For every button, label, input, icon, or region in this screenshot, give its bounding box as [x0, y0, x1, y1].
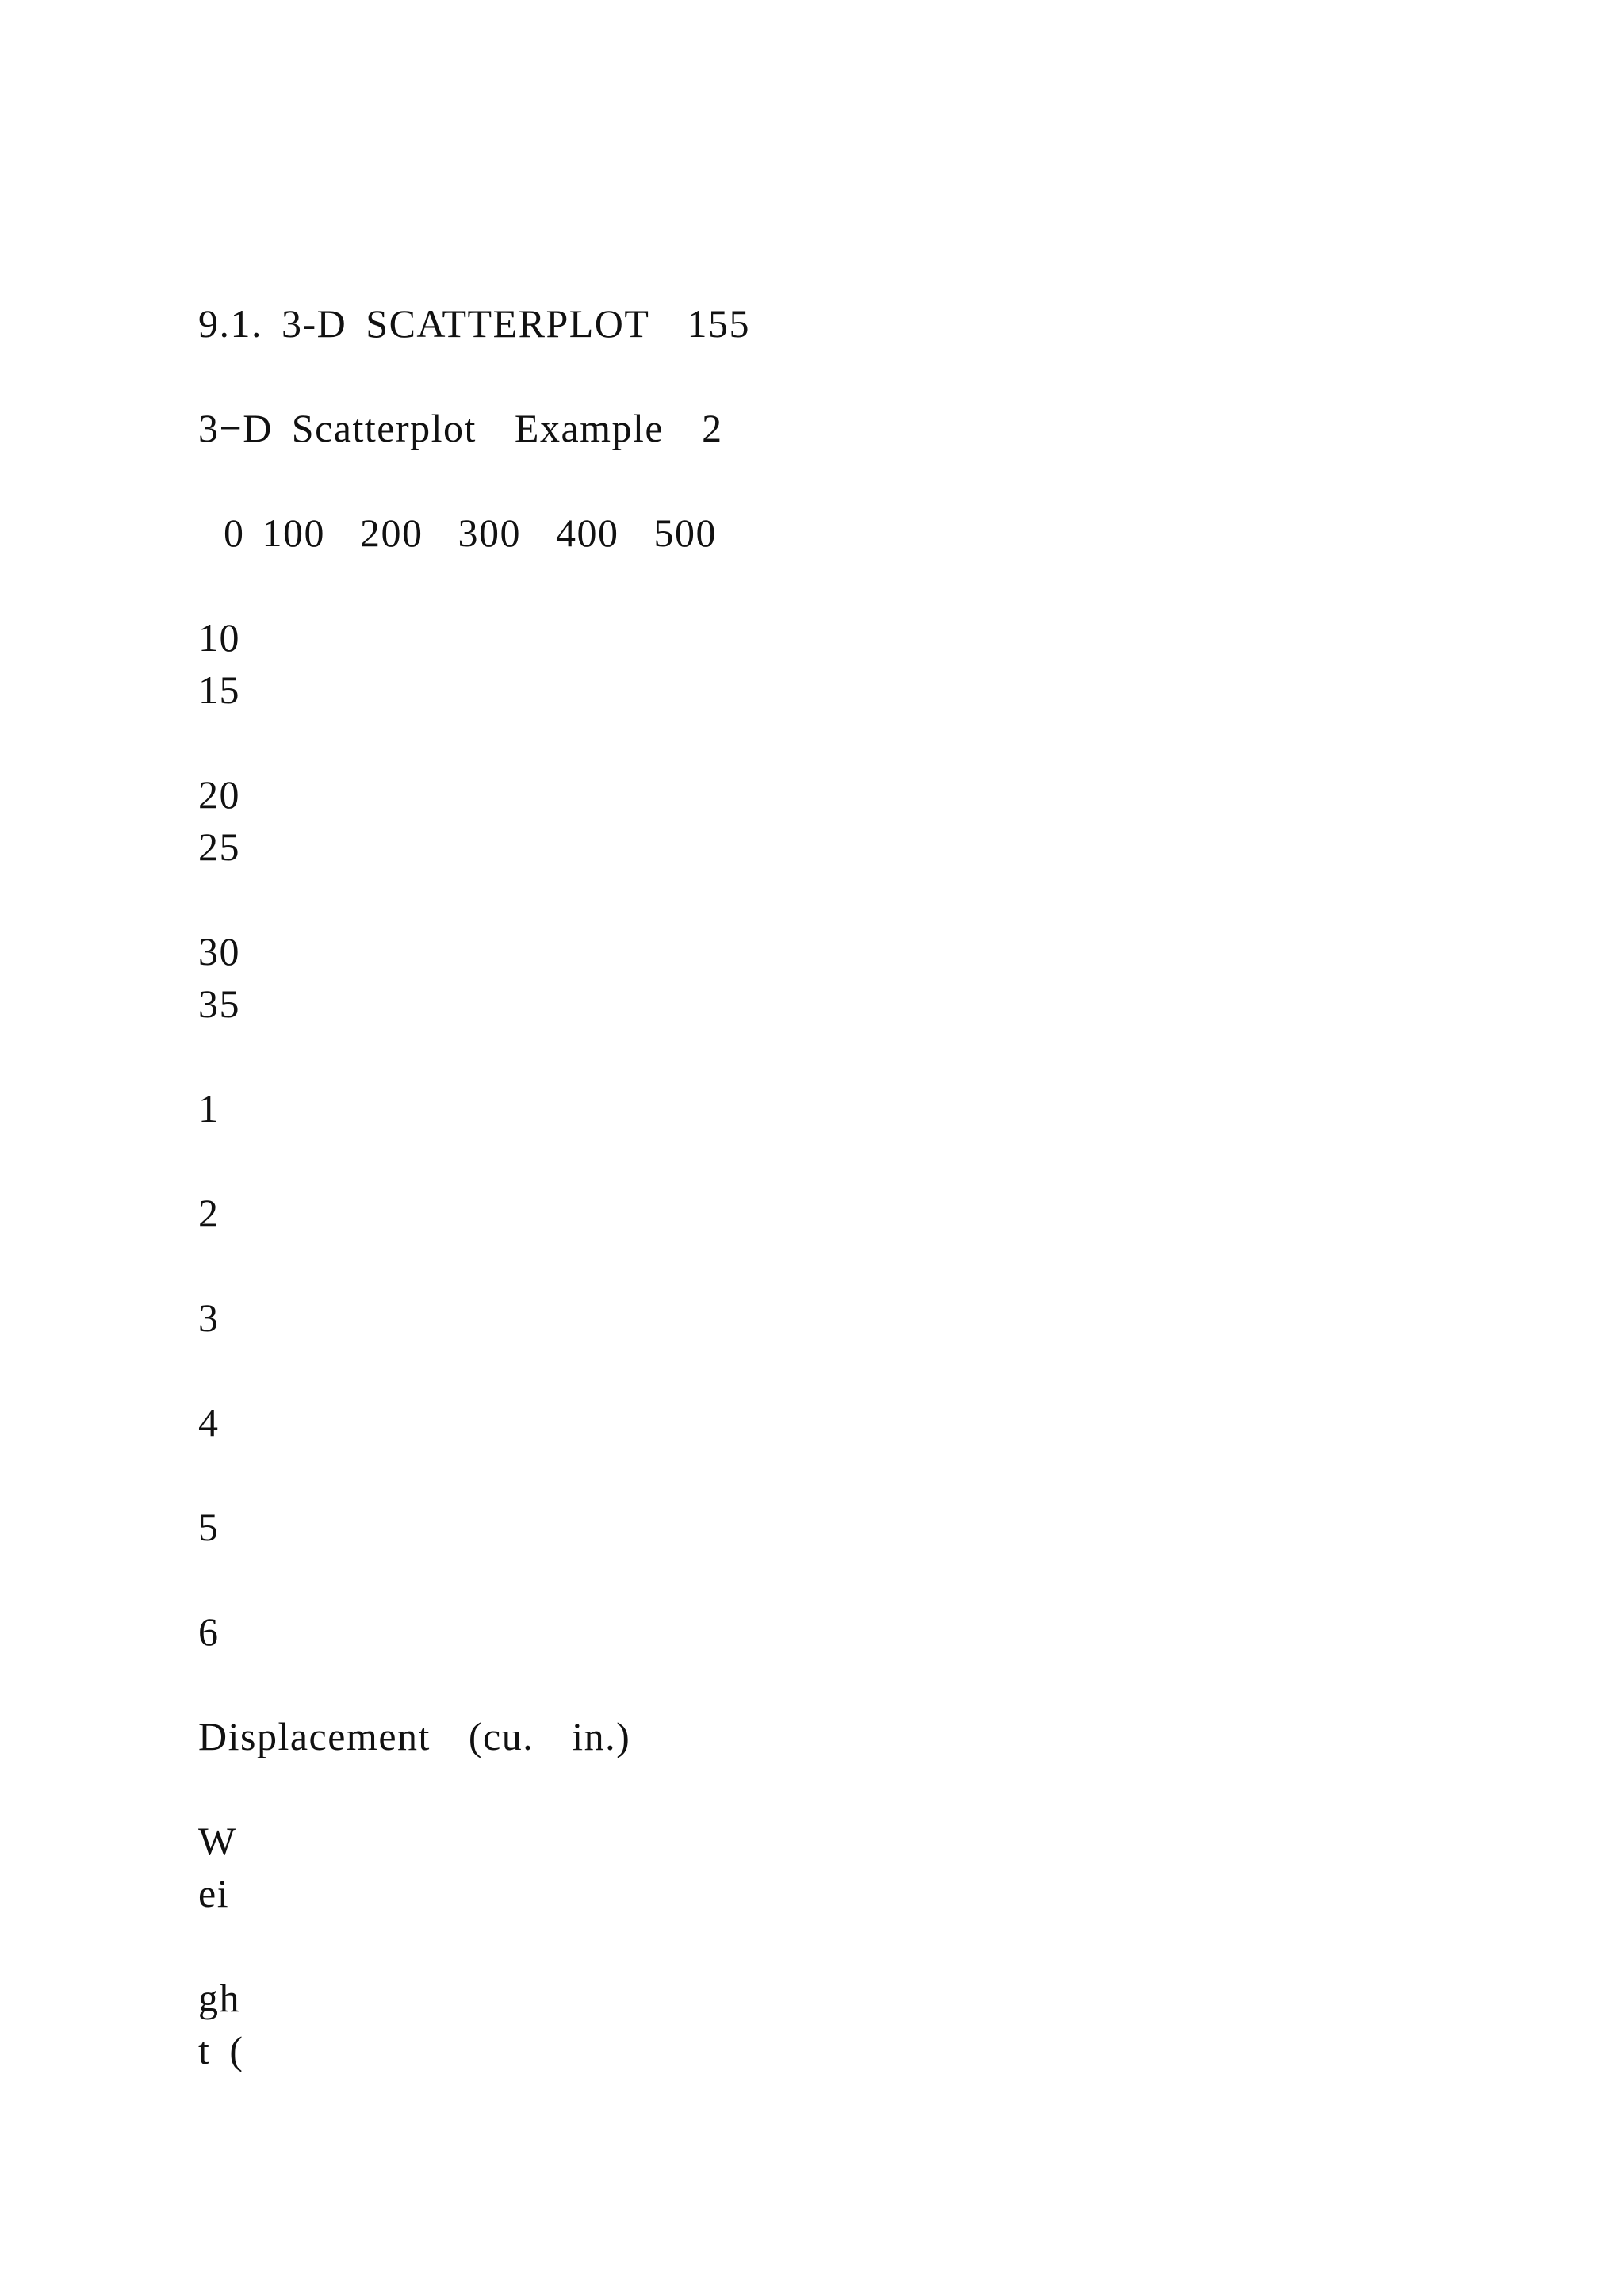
- weight-label-fragment: t (: [198, 2028, 244, 2072]
- x-axis-tick-labels: 0 100 200 300 400 500: [224, 511, 717, 555]
- z-tick-label: 5: [198, 1505, 220, 1549]
- y-tick-label: 10: [198, 615, 240, 660]
- y-tick-label: 30: [198, 929, 240, 974]
- z-tick-label: 3: [198, 1295, 220, 1340]
- figure-title: 3−D Scatterplot Example 2: [198, 406, 723, 450]
- weight-label-fragment: ei: [198, 1871, 230, 1915]
- z-tick-label: 4: [198, 1400, 220, 1445]
- z-tick-label: 6: [198, 1609, 220, 1654]
- y-tick-label: 15: [198, 668, 240, 712]
- y-tick-label: 20: [198, 772, 240, 817]
- weight-label-fragment: gh: [198, 1976, 240, 2020]
- x-axis-label: Displacement (cu. in.): [198, 1714, 631, 1758]
- y-tick-label: 25: [198, 825, 240, 869]
- z-tick-label: 1: [198, 1086, 220, 1131]
- y-tick-label: 35: [198, 982, 240, 1026]
- z-tick-label: 2: [198, 1191, 220, 1235]
- running-header: 9.1. 3-D SCATTERPLOT 155: [198, 301, 751, 346]
- weight-label-fragment: W: [198, 1819, 237, 1863]
